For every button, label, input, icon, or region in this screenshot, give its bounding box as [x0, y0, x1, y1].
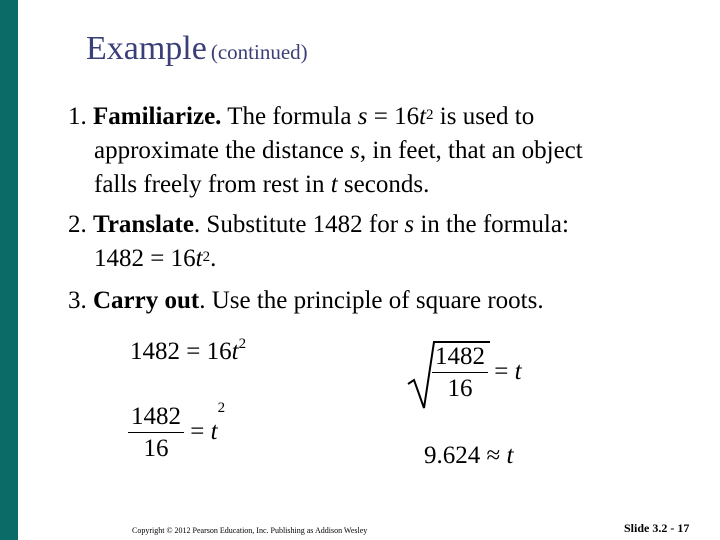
step-number: 3.: [68, 287, 87, 314]
slide-title: [86, 30, 308, 68]
steps-list: [68, 100, 708, 318]
step-text: 1482 = 16: [94, 245, 196, 272]
variable-t: t: [231, 338, 239, 365]
variable-t: t: [506, 442, 514, 469]
exponent: 2: [426, 107, 434, 123]
step-text: The formula: [221, 103, 358, 130]
step-text: .: [210, 245, 217, 272]
title-sub: (continued): [210, 40, 308, 64]
step-text: = 16: [367, 103, 420, 130]
step-heading: Carry out: [93, 287, 200, 314]
exponent: 2: [202, 249, 211, 265]
variable-t: t: [419, 103, 427, 130]
variable-s: s: [350, 137, 360, 164]
step-carry-out: [68, 284, 708, 318]
step-text: . Use the principle of square roots.: [199, 287, 544, 314]
fraction: [128, 402, 184, 465]
equation-text: =: [494, 358, 515, 386]
step-number: 1.: [68, 103, 87, 130]
equation-4: [424, 442, 513, 470]
equation-text: 9.624 ≈: [424, 442, 507, 469]
copyright-footer: Copyright © 2012 Pearson Education, Inc. Publishing as Addison Wesley: [132, 526, 368, 535]
step-text: . Substitute 1482 for: [193, 211, 405, 238]
step-heading: Translate: [93, 211, 194, 238]
variable-t: t: [195, 245, 203, 272]
equation-text: =: [190, 418, 211, 446]
numerator: 1482: [432, 342, 488, 373]
step-text: , in feet, that an object: [359, 137, 583, 164]
equation-3: [432, 342, 522, 405]
step-text: seconds.: [337, 171, 430, 198]
variable-t: t: [330, 171, 338, 198]
slide-number: Slide 3.2 - 17: [624, 521, 690, 535]
fraction: [432, 342, 488, 405]
title-main: Example: [86, 30, 207, 67]
step-familiarize: [68, 100, 708, 202]
variable-t: t: [210, 418, 218, 446]
exponent: 2: [238, 336, 247, 352]
step-text: approximate the distance: [94, 137, 351, 164]
variable-s: s: [357, 103, 368, 130]
equation-text: 1482 = 16: [130, 338, 232, 365]
equation-1: [130, 338, 246, 366]
step-text: falls freely from rest in: [94, 171, 331, 198]
denominator: 16: [143, 435, 169, 462]
variable-t: t: [514, 358, 522, 386]
step-number: 2.: [68, 211, 87, 238]
step-translate: [68, 208, 708, 276]
exponent: 2: [217, 400, 226, 416]
step-text: is used to: [433, 103, 535, 130]
numerator: 1482: [128, 402, 184, 433]
left-accent-bar: [0, 0, 18, 540]
step-text: in the formula:: [414, 211, 569, 238]
step-heading: Familiarize.: [93, 103, 222, 130]
equation-2: [128, 402, 225, 465]
denominator: 16: [447, 375, 473, 402]
variable-s: s: [404, 211, 415, 238]
